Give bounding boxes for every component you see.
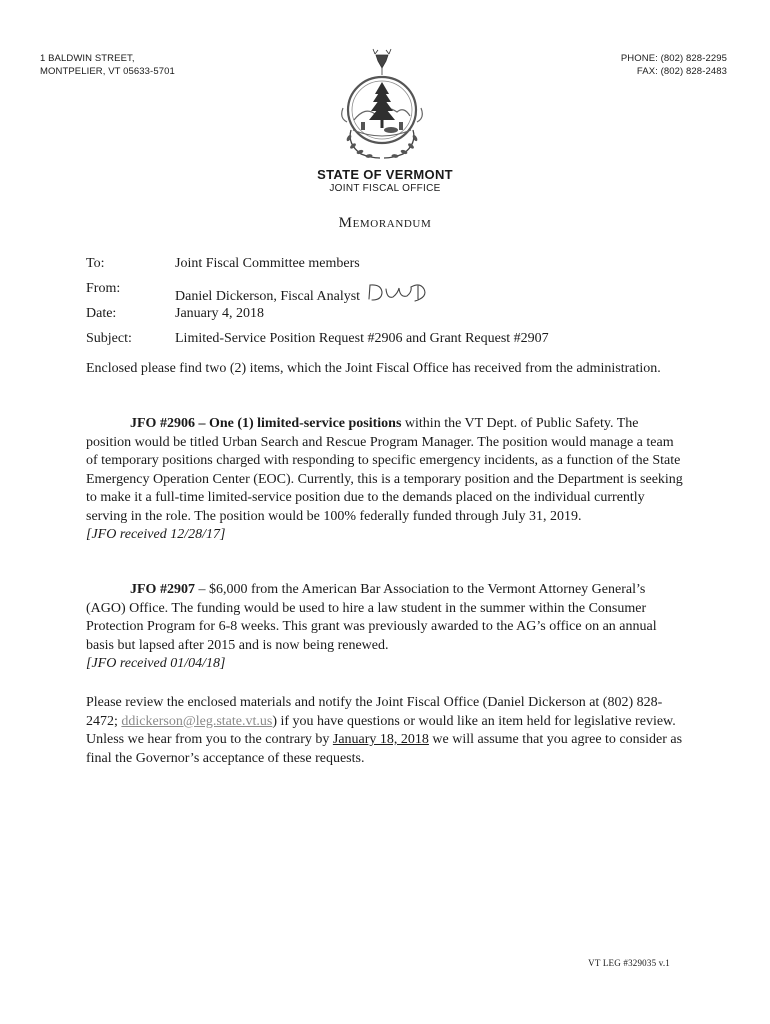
state-name: STATE OF VERMONT — [317, 167, 453, 182]
office-name: JOINT FISCAL OFFICE — [329, 183, 441, 194]
handwritten-initials-icon — [366, 280, 438, 306]
subject-label: Subject: — [86, 331, 132, 346]
closing-text-1: Please review the enclosed materials and notify the Joint Fiscal Office (Daniel Dickerson at (802) 828-2472; — [86, 695, 663, 729]
item-2906-paragraph — [86, 415, 686, 545]
date-value: January 4, 2018 — [175, 306, 265, 321]
closing-paragraph — [86, 694, 686, 768]
from-label: From: — [86, 281, 121, 296]
to-label: To: — [86, 256, 105, 271]
from-value-wrap — [175, 280, 438, 306]
from-value: Daniel Dickerson, Fiscal Analyst — [175, 289, 361, 304]
fax-number: FAX: (802) 828-2483 — [636, 66, 727, 77]
intro-paragraph: Enclosed please find two (2) items, which the Joint Fiscal Office has received from the administration. — [86, 361, 661, 376]
address-line-2: MONTPELIER, VT 05633-5701 — [40, 66, 175, 77]
vermont-state-seal-icon — [331, 48, 433, 166]
item-2906-received: [JFO received 12/28/17] — [86, 527, 226, 542]
contact-numbers — [621, 52, 727, 78]
stag-crest-icon — [373, 49, 391, 75]
item-2907-text: – $6,000 from the American Bar Association to the Vermont Attorney General’s (AGO) Office. The funding would be used to hire a law student in the summer within the Consumer Protection Program for 6-8 weeks. This grant was previously awarded to the AG’s office on an annual basis but lapsed after 2015 and is now being renewed. — [86, 582, 657, 653]
memo-title: Memorandum — [338, 215, 432, 231]
item-2907-heading: JFO #2907 — [130, 582, 195, 597]
review-deadline: January 18, 2018 — [332, 732, 429, 747]
item-2906-text: within the VT Dept. of Public Safety. The position would be titled Urban Search and Rescue Program Manager. The position would manage a team of temporary positions charged with responding to specific emergency incidents, as a function of the State Emergency Operation Center (EOC). Currently, this is a temporary position and the Department is seeking to make it a full-time limited-service position due to the demands placed on the individual currently serving in the role. The position would be 100% federally funded through July 31, 2019. — [86, 416, 683, 524]
document-code: VT LEG #329035 v.1 — [588, 958, 670, 968]
closing-text-2: ) if you have questions or would like an item held for legislative review. Unless we hear from you to the contrary by — [86, 713, 676, 747]
address-line-1: 1 BALDWIN STREET, — [40, 53, 135, 64]
return-address — [40, 52, 175, 78]
item-2906-heading: JFO #2906 – One (1) limited-service positions — [130, 416, 402, 431]
pine-tree-icon — [369, 82, 395, 128]
contact-email-link[interactable]: ddickerson@leg.state.vt.us — [121, 713, 273, 729]
to-value: Joint Fiscal Committee members — [175, 256, 360, 271]
closing-text-3: we will assume that you agree to consider as final the Governor’s acceptance of these requests. — [86, 732, 683, 766]
subject-value: Limited-Service Position Request #2906 and Grant Request #2907 — [175, 331, 549, 346]
item-2907-paragraph — [86, 581, 686, 674]
date-label: Date: — [86, 306, 117, 321]
item-2907-received: [JFO received 01/04/18] — [86, 656, 226, 671]
phone-number: PHONE: (802) 828-2295 — [620, 53, 727, 64]
